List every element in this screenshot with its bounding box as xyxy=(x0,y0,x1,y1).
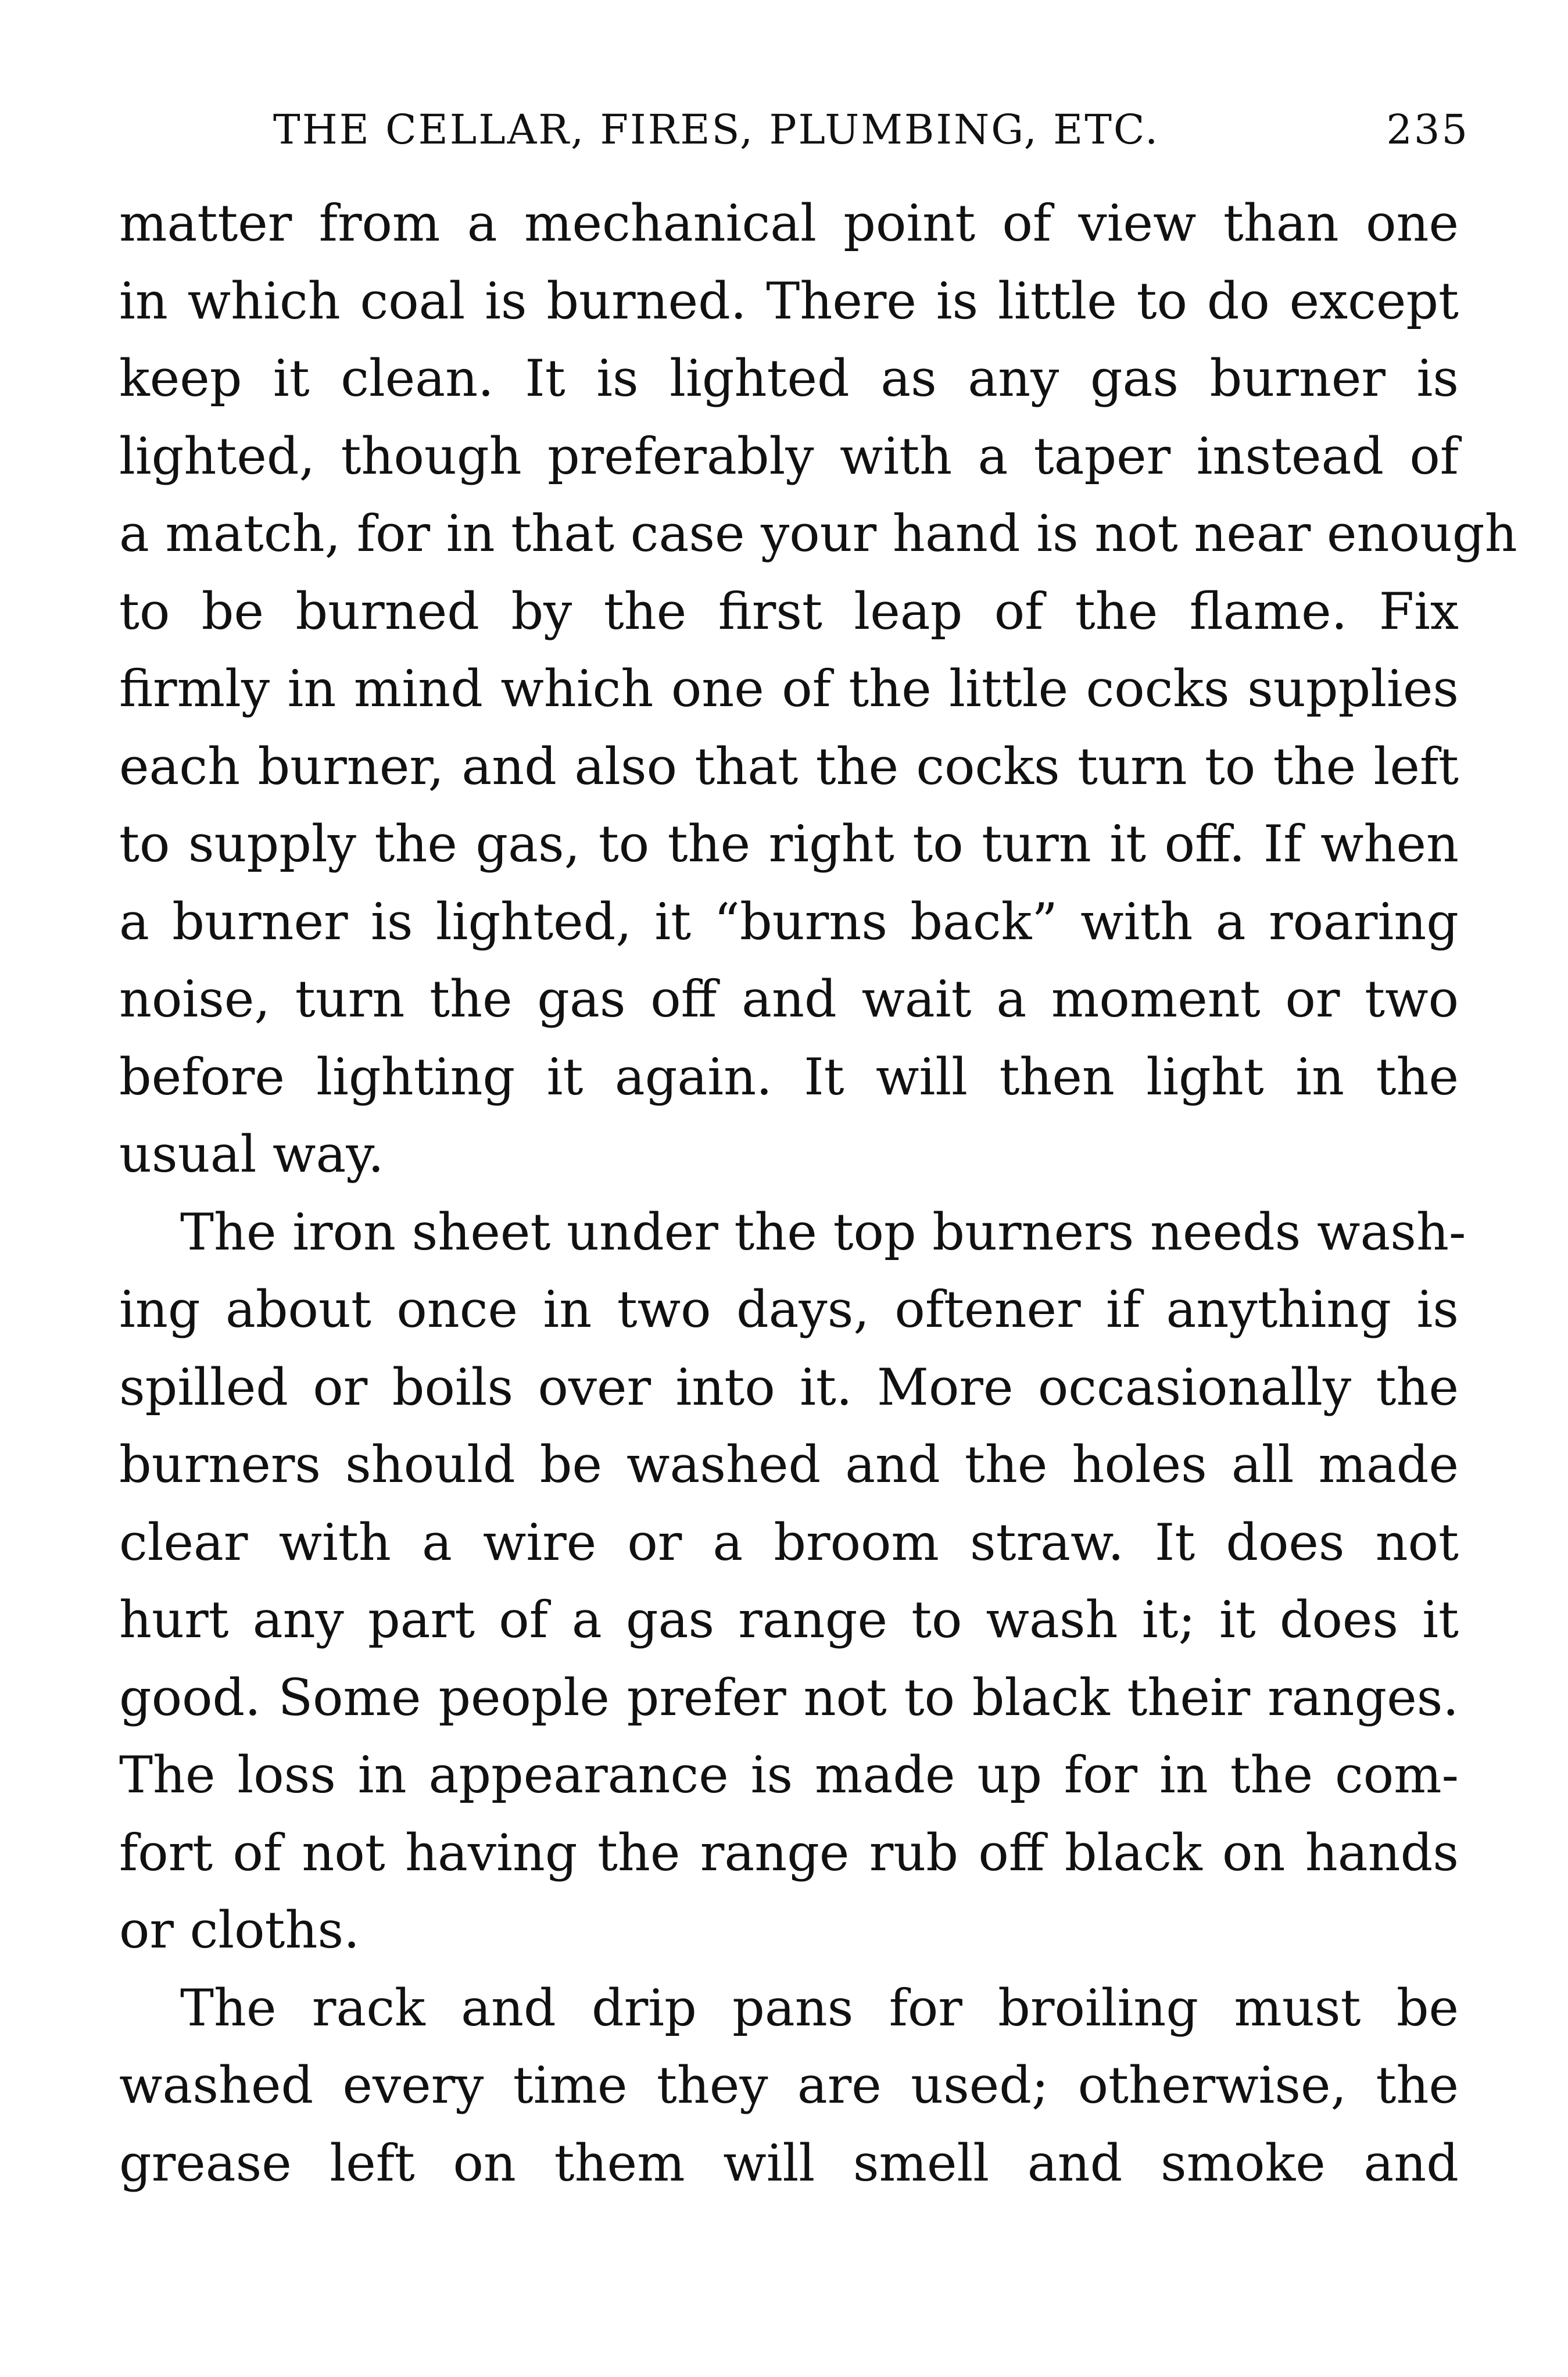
paragraph-2 xyxy=(119,1194,1466,1970)
text-line: to supply the gas, to the right to turn it off. If when xyxy=(119,814,1459,874)
text-line: to be burned by the first leap of the flame. Fix xyxy=(119,581,1459,641)
text-line: lighted, though preferably with a taper instead of xyxy=(119,426,1459,486)
text-line: washed every time they are used; otherwise, the xyxy=(119,2056,1459,2115)
text-line: The rack and drip pans for broiling must be xyxy=(180,1978,1459,2038)
text-line: usual way. xyxy=(119,1125,384,1184)
text-line: or cloths. xyxy=(119,1900,360,1960)
text-line: a match, for in that case your hand is not near enough xyxy=(119,504,1517,563)
text-line: burners should be washed and the holes all made xyxy=(119,1435,1459,1494)
text-line: grease left on them will smell and smoke and xyxy=(119,2133,1459,2193)
text-line: The loss in appearance is made up for in the com- xyxy=(119,1745,1459,1805)
text-line: keep it clean. It is lighted as any gas burner is xyxy=(119,349,1459,408)
text-line: fort of not having the range rub off black on hands xyxy=(119,1823,1459,1882)
text-line: each burner, and also that the cocks turn to the left xyxy=(119,736,1459,796)
text-line: firmly in mind which one of the little cocks supplies xyxy=(119,659,1459,718)
text-line: noise, turn the gas off and wait a moment or two xyxy=(119,969,1459,1029)
body-text xyxy=(119,185,1517,2202)
text-line: hurt any part of a gas range to wash it; it does it xyxy=(119,1590,1459,1649)
text-line: clear with a wire or a broom straw. It does not xyxy=(119,1512,1459,1572)
text-line: The iron sheet under the top burners needs wash- xyxy=(180,1202,1466,1262)
running-head xyxy=(273,98,1469,162)
paragraph-3 xyxy=(119,1970,1459,2203)
text-line: before lighting it again. It will then light in the xyxy=(119,1047,1459,1107)
text-line: ing about once in two days, oftener if anything is xyxy=(119,1280,1459,1339)
text-line: a burner is lighted, it “burns back” with a roaring xyxy=(119,892,1459,951)
paragraph-1 xyxy=(119,185,1517,1194)
page-number: 235 xyxy=(1386,106,1469,153)
text-line: in which coal is burned. There is little to do except xyxy=(119,271,1459,331)
text-line: spilled or boils over into it. More occasionally the xyxy=(119,1357,1459,1417)
text-line: good. Some people prefer not to black their ranges. xyxy=(119,1667,1459,1727)
running-head-title: THE CELLAR, FIRES, PLUMBING, ETC. xyxy=(273,106,1160,153)
text-line: matter from a mechanical point of view than one xyxy=(119,194,1459,253)
